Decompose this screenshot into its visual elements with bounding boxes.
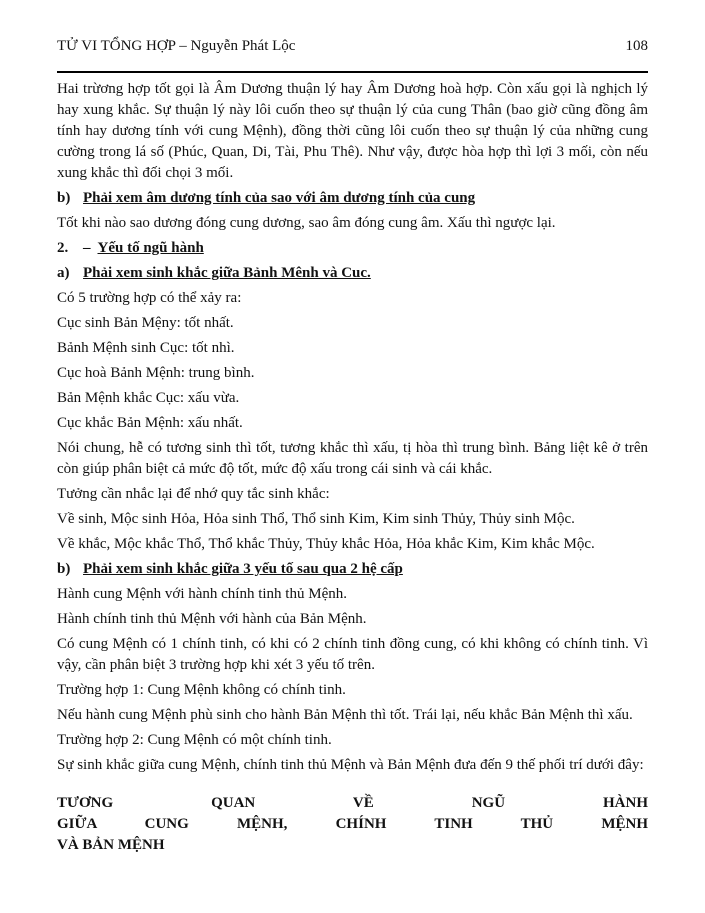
- section-title: [57, 793, 648, 856]
- paragraph-neuhanh: Nếu hành cung Mệnh phù sinh cho hành Bản Mệnh thì tốt. Trái lại, nếu khắc Bản Mệnh thì xấu.: [57, 707, 633, 723]
- case-item: Cục sinh Bản Mệny: tốt nhất.: [57, 315, 234, 331]
- heading-a-marker: a): [57, 265, 70, 281]
- case-item: Bản Mệnh khắc Cục: xấu vừa.: [57, 390, 240, 406]
- paragraph-hanh2: Hành chính tinh thủ Mệnh với hành của Bản Mệnh.: [57, 611, 367, 627]
- heading-b2-marker: b): [57, 561, 71, 577]
- case-item: Bảnh Mệnh sinh Cục: tốt nhì.: [57, 340, 235, 356]
- heading-b1-text: Phải xem âm dương tính của sao với âm dương tính của cung: [83, 190, 476, 206]
- heading-2: [57, 238, 648, 259]
- paragraph-noichung: Nói chung, hễ có tương sinh thì tốt, tương khắc thì xấu, tị hòa thì trung bình. Bảng liệt kê ở trên còn giúp phân biệt cả mức độ tốt, mức độ xấu trong cái sinh và cái khắc.: [57, 440, 648, 477]
- heading-a-text: Phải xem sinh khắc giữa Bảnh Mênh và Cuc.: [83, 265, 371, 281]
- heading-b1: [57, 188, 648, 209]
- heading-b2-text: Phải xem sinh khắc giữa 3 yếu tố sau qua 2 hệ cấp: [83, 561, 403, 577]
- paragraph-truonghop1: Trường hợp 1: Cung Mệnh không có chính tinh.: [57, 682, 346, 698]
- section-title-line: GIỮA CUNG MỆNH, CHÍNH TINH THỦ MỆNH: [57, 816, 648, 832]
- heading-2-text: Yếu tố ngũ hành: [97, 240, 204, 256]
- paragraph-susinh: Sự sinh khắc giữa cung Mệnh, chính tinh thủ Mệnh và Bản Mệnh đưa đến 9 thế phối trí dưới đây:: [57, 757, 644, 773]
- section-title-line: TƯƠNG QUAN VỀ NGŨ HÀNH: [57, 795, 648, 811]
- section-title-line: VÀ BẢN MỆNH: [57, 837, 165, 853]
- page-number: 108: [625, 38, 648, 54]
- case-item: Cục khắc Bản Mệnh: xấu nhất.: [57, 415, 243, 431]
- paragraph-cocung: Có cung Mệnh có 1 chính tinh, có khi có 2 chính tinh đồng cung, có khi không có chính tinh. Vì vậy, cần phân biệt 3 trường hợp khi xét 3 yếu tố trên.: [57, 636, 648, 673]
- paragraph-5cases: Có 5 trường hợp có thể xảy ra:: [57, 290, 242, 306]
- paragraph-tot: Tốt khi nào sao dương đóng cung dương, sao âm đóng cung âm. Xấu thì ngược lại.: [57, 215, 556, 231]
- paragraph-tuong: Tưởng cần nhắc lại để nhớ quy tắc sinh khắc:: [57, 486, 330, 502]
- paragraph-vesinh: Về sinh, Mộc sinh Hỏa, Hỏa sinh Thổ, Thổ sinh Kim, Kim sinh Thủy, Thủy sinh Mộc.: [57, 511, 575, 527]
- running-title: TỬ VI TỔNG HỢP – Nguyễn Phát Lộc: [57, 38, 296, 54]
- paragraph-intro: Hai trừơng hợp tốt gọi là Âm Dương thuận lý hay Âm Dương hoà hợp. Còn xấu gọi là nghịch lý hay xung khắc. Sự thuận lý này lôi cuốn theo sự thuận lý của cung Thân (bao giờ cũng đồng âm tính hay dương tính với cung Mệnh), đồng thời cũng lôi cuốn theo sự thuận lý của những cung cường trong lá số (Phúc, Quan, Di, Tài, Phu Thê). Như vậy, được hòa hợp thì lợi 3 mối, còn nếu xung khắc thì đối chọi 3 mối.: [57, 81, 648, 181]
- heading-b2: [57, 559, 648, 580]
- case-item: Cục hoà Bảnh Mệnh: trung bình.: [57, 365, 255, 381]
- heading-a: [57, 263, 648, 284]
- heading-b1-marker: b): [57, 190, 71, 206]
- heading-2-dash: –: [83, 240, 91, 256]
- paragraph-hanh1: Hành cung Mệnh với hành chính tinh thủ Mệnh.: [57, 586, 347, 602]
- paragraph-vekhac: Về khắc, Mộc khắc Thổ, Thổ khắc Thủy, Thủy khắc Hỏa, Hỏa khắc Kim, Kim khắc Mộc.: [57, 536, 595, 552]
- page-header: [57, 36, 648, 57]
- heading-2-marker: 2.: [57, 240, 69, 256]
- paragraph-truonghop2: Trường hợp 2: Cung Mệnh có một chính tinh.: [57, 732, 332, 748]
- header-rule: [57, 71, 648, 73]
